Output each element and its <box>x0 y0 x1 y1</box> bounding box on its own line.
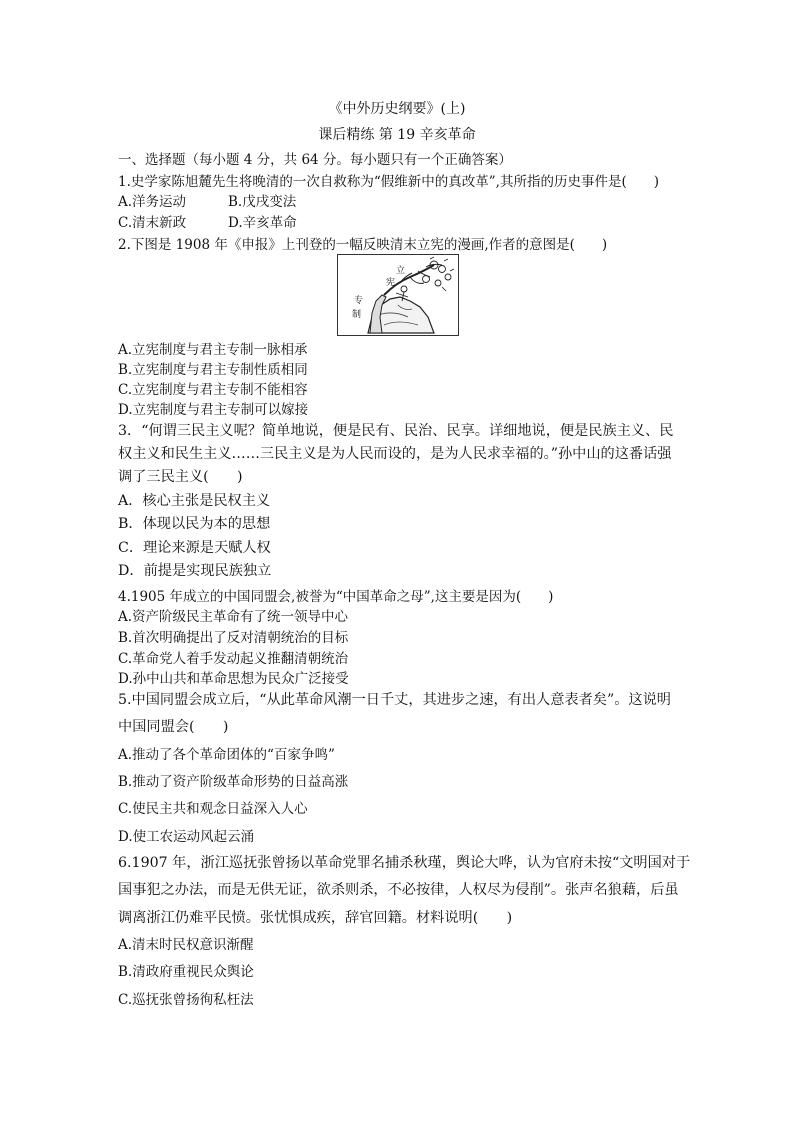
q2-stem: 2.下图是 1908 年《申报》上刊登的一幅反映清末立宪的漫画,作者的意图是( ) <box>118 237 608 253</box>
q6-option-c: C.巡抚张曾扬徇私枉法 <box>118 992 254 1008</box>
q1-option-a: A.洋务运动 <box>118 194 187 210</box>
q2-option-b: B.立宪制度与君主专制性质相同 <box>118 362 308 378</box>
q6-option-b: B.清政府重视民众舆论 <box>118 964 254 980</box>
q6-stem-line-3: 调离浙江仍难平民愤。张忧惧成疾，辞官回籍。材料说明( ) <box>118 910 513 926</box>
q3-option-a: A．核心主张是民权主义 <box>118 493 271 509</box>
q5-option-a: A.推动了各个革命团体的“百家争鸣” <box>118 747 335 763</box>
q6-stem-line-2: 国事犯之办法，而是无供无证，欲杀则杀，不必按律，人权尽为侵削”。张声名狼藉，后虽 <box>118 882 679 898</box>
cartoon-label-xian: 宪 <box>386 278 396 288</box>
cartoon-label-zhi: 制 <box>352 310 362 320</box>
section-heading: 一、选择题（每小题 4 分，共 64 分。每小题只有一个正确答案） <box>118 152 512 168</box>
q5-stem-line-2: 中国同盟会( ) <box>118 719 229 735</box>
q4-option-c: C.革命党人着手发动起义推翻清朝统治 <box>118 651 349 667</box>
q3-option-d: D．前提是实现民族独立 <box>118 563 272 579</box>
cartoon-label-zhuan: 专 <box>354 296 364 306</box>
q4-option-d: D.孙中山共和革命思想为民众广泛接受 <box>118 671 349 687</box>
q2-option-d: D.立宪制度与君主专制可以嫁接 <box>118 402 309 418</box>
document-title: 《中外历史纲要》(上) <box>328 101 466 117</box>
cartoon-label-li: 立 <box>396 266 406 276</box>
q5-option-d: D.使工农运动风起云涌 <box>118 829 255 845</box>
q3-option-b: B．体现以民为本的思想 <box>118 516 271 532</box>
q1-option-c: C.清末新政 <box>118 215 187 231</box>
q1-stem: 1.史学家陈旭麓先生将晚清的一次自救称为“假维新中的真改革”,其所指的历史事件是( ) <box>118 174 660 190</box>
q2-option-c: C.立宪制度与君主专制不能相容 <box>118 382 308 398</box>
q3-stem-line-2: 权主义和民生主义……三民主义是为人民而设的，是为人民求幸福的。”孙中山的这番话强 <box>118 446 672 462</box>
q6-stem-line-1: 6.1907 年，浙江巡抚张曾扬以革命党罪名捕杀秋瑾，舆论大哗，认为官府未按“文明国对于 <box>118 855 691 871</box>
q1-option-d: D.辛亥革命 <box>228 215 297 231</box>
cartoon-drawing <box>338 255 458 335</box>
q1-options-row-2 <box>118 213 678 233</box>
q6-option-a: A.清末时民权意识渐醒 <box>118 937 254 953</box>
q4-stem: 4.1905 年成立的中国同盟会,被誉为“中国革命之母”,这主要是因为( ) <box>118 589 554 605</box>
q5-stem-line-1: 5.中国同盟会成立后，“从此革命风潮一日千丈，其进步之速，有出人意表者矣”。这说明 <box>118 692 671 708</box>
document-subtitle: 课后精练 第 19 辛亥革命 <box>318 127 476 143</box>
q3-stem-line-1: 3．“何谓三民主义呢？简单地说，便是民有、民治、民享。详细地说，便是民族主义、民 <box>118 423 674 439</box>
q1-options-row-1 <box>118 192 678 212</box>
q3-option-c: C．理论来源是天赋人权 <box>118 540 271 556</box>
q2-option-a: A.立宪制度与君主专制一脉相承 <box>118 342 308 358</box>
q4-option-a: A.资产阶级民主革命有了统一领导中心 <box>118 609 349 625</box>
q1-option-b: B.戊戌变法 <box>228 194 297 210</box>
q4-option-b: B.首次明确提出了反对清朝统治的目标 <box>118 630 349 646</box>
q5-option-c: C.使民主共和观念日益深入人心 <box>118 801 308 817</box>
q5-option-b: B.推动了资产阶级革命形势的日益高涨 <box>118 774 349 790</box>
cartoon-image <box>337 254 459 336</box>
q3-stem-line-3: 调了三民主义( ) <box>118 469 243 485</box>
